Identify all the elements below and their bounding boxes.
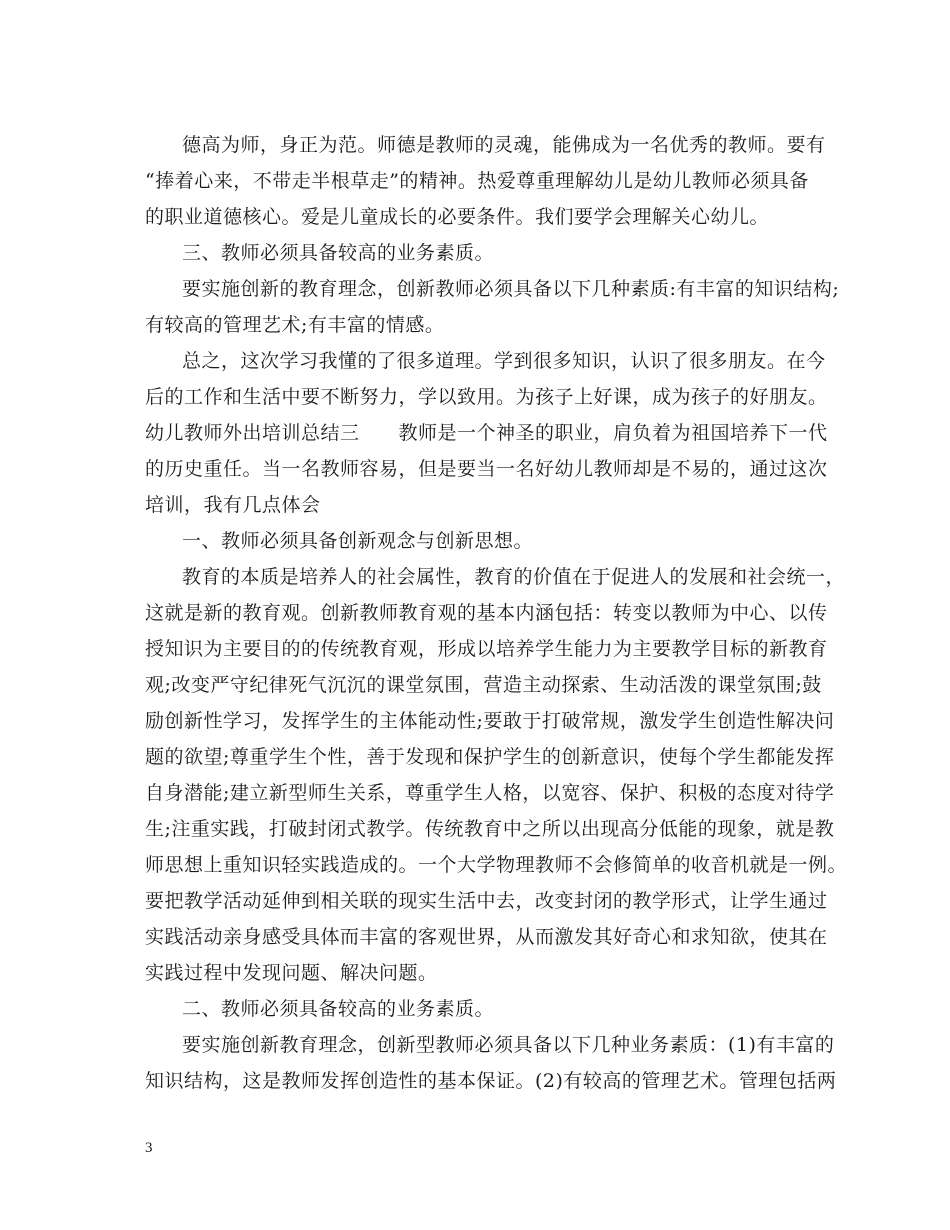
text-line: 后的工作和生活中要不断努力，学以致用。为孩子上好课，成为孩子的好朋友。	[145, 386, 828, 408]
text-line: 要实施创新教育理念，创新型教师必须具备以下几种业务素质：(1)有丰富的	[182, 1034, 835, 1056]
page-number: 3	[145, 1140, 153, 1156]
text-line: 德高为师，身正为范。师德是教师的灵魂，能佛成为一名优秀的教师。要有	[182, 134, 826, 156]
text-line: 的历史重任。当一名教师容易，但是要当一名好幼儿教师却是不易的，通过这次	[145, 458, 828, 480]
text-line: “捧着心来，不带走半根草走”的精神。热爱尊重理解幼儿是幼儿教师必须具备	[145, 170, 809, 192]
text-line: 总之，这次学习我懂的了很多道理。学到很多知识，认识了很多朋友。在今	[182, 350, 826, 372]
section-heading: 二、教师必须具备较高的业务素质。	[182, 998, 495, 1020]
text-line: 生;注重实践，打破封闭式教学。传统教育中之所以出现高分低能的现象，就是教	[145, 818, 835, 840]
text-line: 实践过程中发现问题、解决问题。	[145, 962, 438, 984]
text-line: 教育的本质是培养人的社会属性，教育的价值在于促进人的发展和社会统一，	[182, 566, 846, 588]
text-line: 要实施创新的教育理念，创新教师必须具备以下几种素质:有丰富的知识结构;	[182, 278, 840, 300]
text-line: 的职业道德核心。爱是儿童成长的必要条件。我们要学会理解关心幼儿。	[145, 206, 770, 228]
text-line: 授知识为主要目的的传统教育观，形成以培养学生能力为主要教学目标的新教育	[145, 638, 828, 660]
text-line: 题的欲望;尊重学生个性，善于发现和保护学生的创新意识，使每个学生都能发挥	[145, 746, 835, 768]
text-line: 知识结构，这是教师发挥创造性的基本保证。(2)有较高的管理艺术。管理包括两	[145, 1070, 837, 1092]
text-line: 要把教学活动延伸到相关联的现实生活中去，改变封闭的教学形式，让学生通过	[145, 890, 828, 912]
text-line: 自身潜能;建立新型师生关系，尊重学生人格，以宽容、保护、积极的态度对待学	[145, 782, 835, 804]
text-line: 幼儿教师外出培训总结三 教师是一个神圣的职业，肩负着为祖国培养下一代	[145, 422, 828, 444]
text-line: 这就是新的教育观。创新教师教育观的基本内涵包括：转变以教师为中心、以传	[145, 602, 828, 624]
text-line: 培训，我有几点体会	[145, 494, 321, 516]
section-heading: 三、教师必须具备较高的业务素质。	[182, 242, 495, 264]
text-line: 励创新性学习，发挥学生的主体能动性;要敢于打破常规，激发学生创造性解决问	[145, 710, 835, 732]
text-line: 师思想上重知识轻实践造成的。一个大学物理教师不会修简单的收音机就是一例。	[145, 854, 848, 876]
section-heading: 一、教师必须具备创新观念与创新思想。	[182, 530, 534, 552]
text-line: 有较高的管理艺术;有丰富的情感。	[145, 314, 445, 336]
text-line: 实践活动亲身感受具体而丰富的客观世界，从而激发其好奇心和求知欲，使其在	[145, 926, 828, 948]
text-line: 观;改变严守纪律死气沉沉的课堂氛围，营造主动探索、生动活泼的课堂氛围;鼓	[145, 674, 822, 696]
